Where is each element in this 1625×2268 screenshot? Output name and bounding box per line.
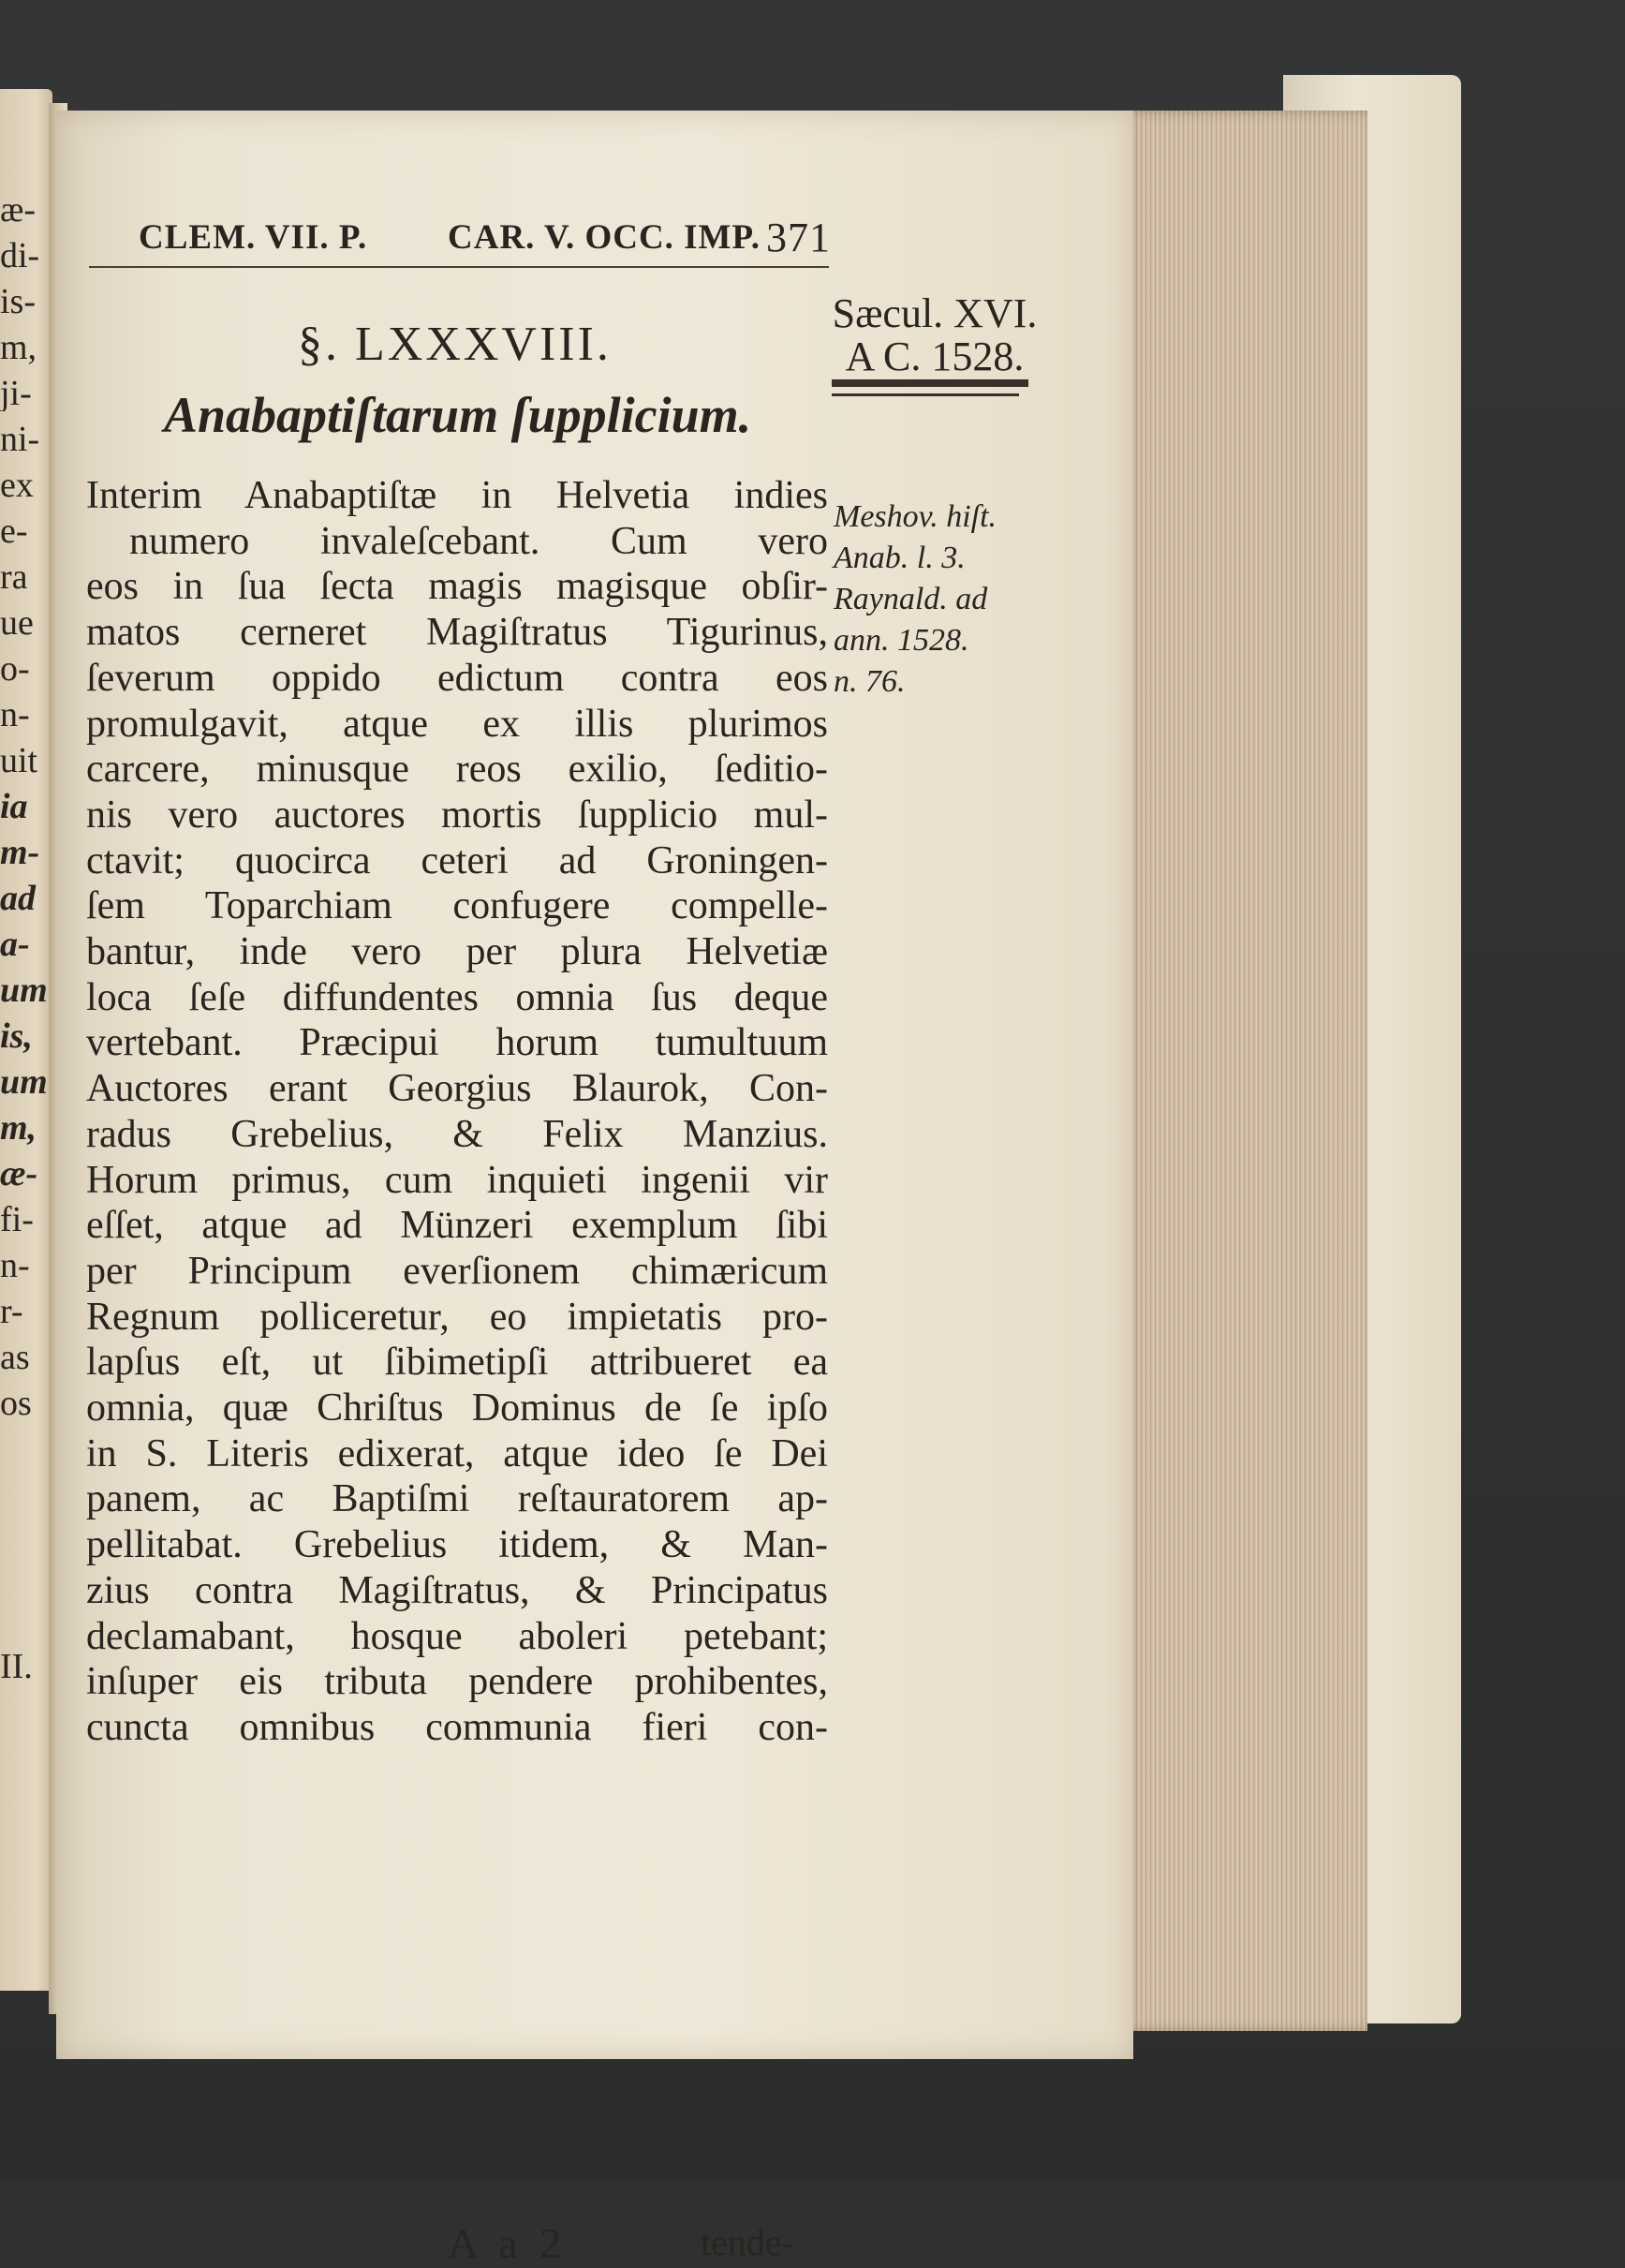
margin-rule-thick [832, 379, 1028, 387]
body-line: eos in ſua ſecta magis magisque obſir- [86, 565, 828, 609]
body-line: loca ſeſe diffundentes omnia ſus deque [86, 975, 828, 1019]
margin-note: Raynald. ad [834, 582, 988, 616]
margin-note: n. 76. [834, 664, 906, 699]
left-page-fragment: e- [0, 513, 28, 549]
catchword: tende- [701, 2221, 794, 2263]
left-page-fragment: ad [0, 881, 36, 916]
left-page-fragment: n- [0, 1248, 30, 1283]
section-title: Anabaptiſtarum ſupplicium. [164, 387, 752, 443]
body-line: cuncta omnibus communia fieri con- [86, 1705, 828, 1749]
page-number: 371 [766, 215, 831, 260]
margin-note: Meshov. hiſt. [834, 499, 997, 534]
left-page-fragment: is, [0, 1018, 33, 1054]
left-page-fragment: n- [0, 697, 30, 733]
margin-references [834, 497, 1049, 703]
body-line: matos cerneret Magiſtratus Tigurinus, [86, 611, 828, 655]
left-page-fragment: II. [0, 1649, 33, 1684]
body-line: in S. Literis edixerat, atque ideo ſe Dei [86, 1431, 828, 1475]
header-left: CLEM. VII. P. [139, 218, 368, 257]
left-page-fragment: is- [0, 284, 36, 319]
left-page-fragment: um [0, 972, 48, 1008]
body-line: per Principum everſionem chimæricum [86, 1249, 828, 1293]
page-block-edges [1124, 111, 1367, 2031]
body-line: nis vero auctores mortis ſupplicio mul- [86, 793, 828, 837]
section-number: §. LXXXVIII. [298, 318, 612, 371]
left-page-fragment: o- [0, 651, 30, 687]
left-page-fragment: um [0, 1064, 48, 1100]
header-rule [89, 266, 829, 268]
header-center: CAR. V. OCC. IMP. [448, 218, 761, 257]
left-page-fragment: fi- [0, 1202, 34, 1238]
body-line: ctavit; quocirca ceteri ad Groningen- [86, 838, 828, 882]
body-line: radus Grebelius, & Felix Manzius. [86, 1112, 828, 1156]
left-page-fragment: r- [0, 1294, 23, 1329]
left-page-fragment: ex [0, 467, 34, 503]
left-facing-page [0, 89, 52, 1991]
body-line: omnia, quæ Chriſtus Dominus de ſe ipſo [86, 1386, 828, 1430]
body-line: lapſus eſt, ut ſibimetipſi attribueret ea [86, 1341, 828, 1385]
left-page-fragment: ji- [0, 376, 32, 411]
left-page-fragment: di- [0, 238, 40, 274]
left-page-fragment: m- [0, 835, 40, 870]
margin-century: Sæcul. XVI. [832, 290, 1038, 336]
body-line: pellitabat. Grebelius itidem, & Man- [86, 1523, 828, 1567]
body-line: ſeverum oppido edictum contra eos [86, 656, 828, 700]
left-page-fragment: m, [0, 330, 37, 365]
left-page-fragment: os [0, 1386, 32, 1421]
left-page-fragment: m, [0, 1110, 37, 1146]
left-page-fragment: ra [0, 559, 28, 595]
body-line: eſſet, atque ad Münzeri exemplum ſibi [86, 1204, 828, 1248]
left-page-fragment: a- [0, 926, 30, 962]
body-line: Regnum polliceretur, eo impietatis pro- [86, 1295, 828, 1339]
body-line: zius contra Magiſtratus, & Principatus [86, 1568, 828, 1612]
left-page-fragment: as [0, 1340, 30, 1375]
body-line: Horum primus, cum inquieti ingenii vir [86, 1158, 828, 1202]
left-page-fragment: ni- [0, 422, 40, 457]
signature-mark: A a 2 [448, 2219, 568, 2267]
margin-year: A C. 1528. [845, 334, 1025, 380]
body-line: panem, ac Baptiſmi reſtauratorem ap- [86, 1477, 828, 1521]
body-line: Interim Anabaptiſtæ in Helvetia indies [86, 474, 828, 517]
body-line: Auctores erant Georgius Blaurok, Con- [86, 1067, 828, 1111]
body-line: numero invaleſcebant. Cum vero [129, 519, 828, 563]
left-page-fragment: uit [0, 743, 38, 778]
left-page-fragment: ue [0, 605, 34, 641]
left-page-fragment: æ- [0, 192, 36, 228]
margin-rule-thin [832, 393, 1019, 396]
body-line: vertebant. Præcipui horum tumultuum [86, 1021, 828, 1065]
left-page-fragment: æ- [0, 1156, 38, 1192]
body-line: inſuper eis tributa pendere prohibentes, [86, 1660, 828, 1704]
body-line: ſem Toparchiam confugere compelle- [86, 884, 828, 928]
margin-heading [827, 292, 1042, 378]
body-text [86, 473, 828, 1751]
margin-note: ann. 1528. [834, 623, 969, 658]
body-line: promulgavit, atque ex illis plurimos [86, 702, 828, 746]
body-line: carcere, minusque reos exilio, ſeditio- [86, 748, 828, 792]
margin-note: Anab. l. 3. [834, 541, 966, 575]
body-line: bantur, inde vero per plura Helvetiæ [86, 930, 828, 974]
body-line: declamabant, hosque aboleri petebant; [86, 1614, 828, 1658]
left-page-fragment: ia [0, 789, 28, 824]
